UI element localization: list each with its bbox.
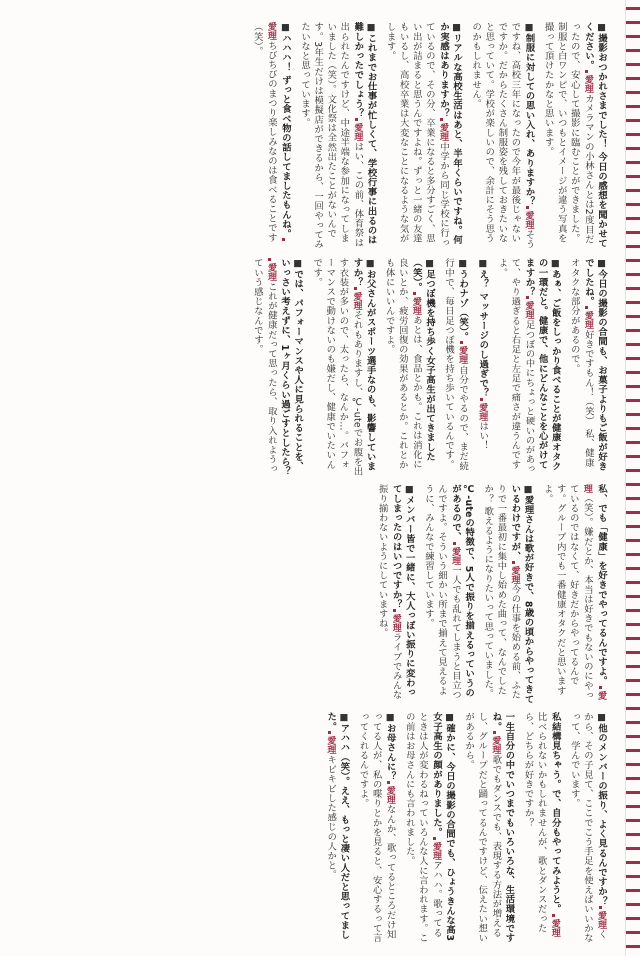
answer: 今の仕事を始める前、ふたりで一番最初に集中し始めた曲って、なんでしたか？ 歌えるようになりたいって思っていました。 bbox=[482, 484, 521, 700]
question: ■ ハハハ！ ずっと食べ物の話してましたもんね。 bbox=[280, 22, 291, 238]
speaker-label: 愛理 bbox=[391, 609, 401, 633]
speaker-label: 愛理 bbox=[550, 914, 560, 938]
interview-block bbox=[541, 484, 608, 704]
question: ■ 今日の撮影の合間も、お菓子よりもご飯が好きでしたね。 bbox=[583, 258, 607, 471]
answer: そうですね、高校三年になったので今年が最後じゃないですか。だからたくさん制服姿を残しておきたいなと思っていて。学校が楽しいので、余計にそう思うのかもしれません。 bbox=[470, 22, 535, 249]
answer: ライブでみんな振り揃わないようにしていますね。 bbox=[376, 484, 402, 700]
speaker-label: 愛理 bbox=[524, 296, 534, 320]
answer: くから、その子見て、ここでこう手足を使えばいいかなって、学んでいます。 bbox=[568, 712, 607, 943]
question: 一生自分の中でいつまでもいろいろな、生活環境ですね。 bbox=[490, 712, 515, 943]
speaker-label: 愛理 bbox=[266, 22, 290, 243]
text-tier-2 bbox=[18, 258, 608, 476]
interview-block bbox=[568, 258, 608, 476]
interview-block bbox=[422, 484, 475, 704]
question: ■ 確かに、今日の撮影の合間でも、ひょうきんな高3女子高生の顔がありました。 bbox=[431, 712, 455, 941]
text-tier-3 bbox=[18, 484, 608, 704]
speaker-label: 愛理 bbox=[490, 731, 500, 755]
question: ■ うわナゾ（笑）。 bbox=[457, 258, 468, 341]
interview-block bbox=[251, 258, 304, 476]
speaker-label: 愛理 bbox=[583, 306, 593, 330]
answer: 足つぼの中にちょっと硬いのがあって、やり過ぎると右足と左足で痛さが違うんですよ。 bbox=[496, 258, 535, 474]
interview-block bbox=[403, 712, 456, 944]
answer: 自分でやるので、まだ続行中で、毎日足つぼ機を持ち歩いているんです。 bbox=[443, 258, 469, 471]
interview-block bbox=[383, 258, 436, 476]
question: ■ これまでお仕事が忙しくて、学校行事に出るのは難しかったでしょう？ bbox=[352, 22, 376, 245]
answer: あとは、食品とかも。これは消化に良いとか、疲労回復の効果があるとか。これとかも体にいいんですよ。 bbox=[383, 258, 422, 470]
question: ■ あぁ、ご飯をしっかり食べることが健康オタクの一環だと。健康で、他にどんなことを心がけてますか？ bbox=[524, 258, 561, 471]
question: ■ メンバー皆で一緒に、大人っぽい振りに変わってしまったのはいつですか？ bbox=[391, 484, 415, 697]
interview-block bbox=[475, 258, 489, 476]
interview-block bbox=[568, 712, 608, 944]
speaker-label: 愛理 bbox=[352, 287, 362, 311]
answer: （笑）。嫌だとか、本当は好きでもないのにやっているのではなくて、好きだからやってるんです。グループ内でも一番健康オタクだと思いますよ。 bbox=[541, 484, 593, 700]
question: ■ お父さんがスポーツ選手なのも、影響していますか？ bbox=[352, 258, 376, 471]
question: ■ 制服に対しての思い入れ、ありますか？ bbox=[524, 22, 535, 206]
text-tier-4 bbox=[18, 712, 608, 944]
interview-block bbox=[469, 22, 535, 250]
question: 私結構見ちゃう。で、自分もやってみようと。 bbox=[549, 712, 561, 914]
answer: アハハ。歌ってるときは人が変わるねっていろんな人に言われます。この前はお母さんにも言われました。 bbox=[403, 712, 442, 943]
interview-block bbox=[251, 22, 292, 250]
speaker-label: 愛理 bbox=[411, 292, 421, 316]
interview-block bbox=[310, 258, 376, 476]
question: ■ 他のメンバーの振り、よく見るんですか？ bbox=[596, 712, 607, 906]
question: ■ アハハ（笑）。ええ、もっと凄い人だと思ってました。 bbox=[325, 712, 349, 939]
speaker-label: 愛理 bbox=[596, 906, 606, 930]
speaker-label: 愛理 bbox=[581, 484, 606, 700]
answer: ちびちびのまつり楽しみなのは食べることです（笑）。 bbox=[251, 22, 277, 243]
speaker-label: 愛理 bbox=[457, 341, 467, 365]
interview-block bbox=[298, 22, 378, 250]
interview-block bbox=[481, 484, 534, 704]
answer: 一人でも乱れてしまうと目立つんですよ。そういう細かい所まで揃えて見えるように、みんなで練習しています。 bbox=[422, 484, 462, 700]
speaker-label: 愛理 bbox=[583, 70, 593, 94]
answer: キビキビした感じの人かと。 bbox=[325, 754, 337, 880]
answer: なんか、歌ってるところだけ知ってる人が、私の喋りとかを見ると、安心するって言ってくれるんですよ。 bbox=[357, 712, 396, 943]
binding-stripe bbox=[626, 0, 640, 956]
interview-block bbox=[442, 258, 469, 476]
speaker-label: 愛理 bbox=[325, 731, 335, 755]
interview-block bbox=[462, 712, 515, 944]
speaker-label: 愛理 bbox=[477, 398, 487, 422]
question: ■ え？ マッサージのし過ぎで？ bbox=[477, 258, 488, 398]
answer: はい！ bbox=[477, 421, 489, 451]
question: ■ リアルな高校生活はあと、半年くらいですね。何か実感はありますか？ bbox=[438, 22, 462, 245]
question: ■ 撮影おつかれさまでした！ 今日の感想を聞かせてください。 bbox=[583, 22, 607, 248]
question: ℃-uteの特徴で、5人で振りを揃えるっていうのがあるので、 bbox=[450, 484, 475, 698]
answer: 歌でもダンスでも、表現する方法が増えるし、グループだと踊ってるんですけど、伝えたい想いがあるから。 bbox=[463, 712, 502, 943]
speaker-label: 愛理 bbox=[509, 561, 519, 585]
interview-block bbox=[356, 712, 396, 944]
question: 私、でも「健康」を好きでやってるんですよ。 bbox=[596, 484, 607, 686]
speaker-label: 愛理 bbox=[385, 781, 395, 805]
question: ■ 愛理さんは歌が好きで、8歳の頃からやってきているわけですが、 bbox=[509, 484, 533, 704]
answer: カメラマンの小林さんとは2度目だったので、安心して撮影に臨むことができました。制服と白ワンピで、いつもとイメージが違う写真を撮って頂けたかなと思います。 bbox=[542, 22, 594, 244]
answer: これが健康だって思ったら、取り入れようっていう感じなんです。 bbox=[251, 258, 277, 474]
interview-block bbox=[542, 22, 608, 250]
interview-block bbox=[384, 22, 464, 250]
question: ■ 足つぼ機を持ち歩く女子高生が出てきました（笑）。 bbox=[411, 258, 435, 461]
question: ■ お母さんに？ bbox=[385, 712, 396, 781]
speaker-label: 愛理 bbox=[450, 542, 460, 566]
speaker-label: 愛理 bbox=[352, 118, 362, 142]
speaker-label: 愛理 bbox=[431, 837, 441, 861]
answer: それもありますし、℃-uteでお腹を出す衣装が多いので、太ったら、なんか…。パフォーマンスで動けないのも嫌だし、健康でいたいんです。 bbox=[311, 258, 363, 476]
answer: 好きですもん！（笑） 私、健康オタクな部分があるので。 bbox=[568, 258, 594, 468]
interview-block bbox=[323, 712, 350, 944]
answer: 比べられないかもしれませんが、歌とダンスだったら、どちらが好きですか？ bbox=[522, 712, 547, 933]
speaker-label: 愛理 bbox=[438, 118, 448, 142]
answer: 中学から同じ学校に行っているので、その分、卒業になると多分すごく、思い出が詰まると思うんですよね。ずっと一緒の友達もいるし、高校卒業は大変なことになるような気がします。 bbox=[384, 22, 449, 248]
speaker-label: 愛理 bbox=[266, 258, 276, 282]
text-tier-1 bbox=[18, 22, 608, 250]
interview-block bbox=[376, 484, 416, 704]
interview-block bbox=[495, 258, 561, 476]
answer: はい、この前、体育祭は出られたんですけど、中途半端な参加になってしまいました（笑）。文化祭は全然出たことがないんです。3年生だけは模擬店ができるから、一回やってみたいなと思っています。 bbox=[299, 22, 364, 250]
question: ■ では、パフォーマンスや人に見られることを、いっさい考えずに、1ヶ月くらい過ごすとしたら？ bbox=[279, 258, 303, 476]
speaker-label: 愛理 bbox=[524, 206, 534, 230]
interview-block bbox=[521, 712, 561, 944]
